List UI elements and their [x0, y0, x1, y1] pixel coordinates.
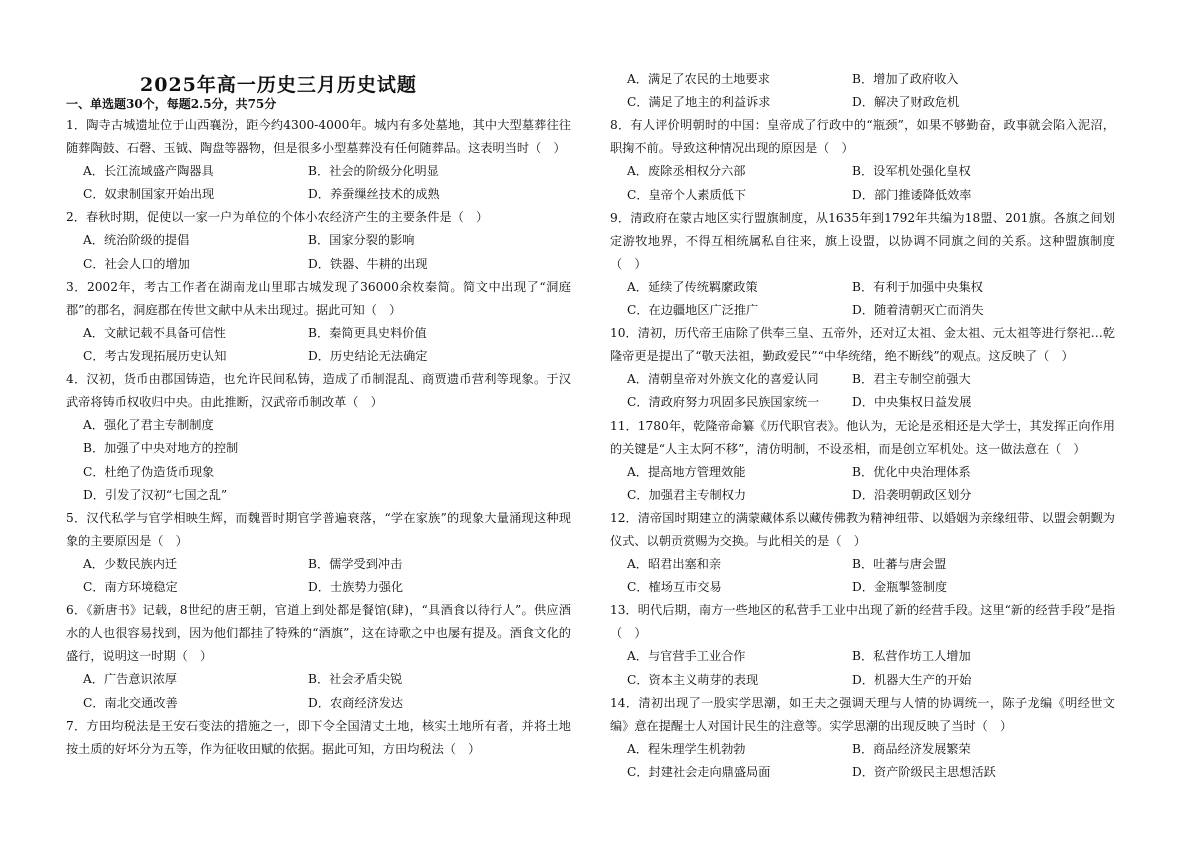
answer-option: D．历史结论无法确定 — [308, 349, 428, 364]
option-list — [610, 276, 1115, 322]
question-stem: 4．汉初，货币由郡国铸造，也允许民间私铸，造成了币制混乱、商贾遗币营利等现象。于汉武帝将铸币权收归中央。由此推断，汉武帝币制改革（ ） — [66, 372, 571, 410]
answer-option: C．社会人口的增加 — [83, 256, 190, 271]
answer-option: A．昭君出塞和亲 — [627, 557, 722, 572]
answer-option: A．程朱理学生机勃勃 — [627, 741, 746, 756]
answer-option: A．与官营手工业合作 — [627, 649, 746, 664]
answer-option: A．提高地方管理效能 — [627, 464, 746, 479]
answer-option: D．沿袭明朝政区划分 — [852, 487, 972, 502]
answer-option: C．资本主义萌芽的表现 — [627, 672, 759, 687]
answer-option: C．榷场互市交易 — [627, 580, 722, 595]
answer-option: B．商品经济发展繁荣 — [852, 741, 971, 756]
question-item — [66, 114, 571, 206]
question-item — [610, 599, 1115, 691]
answer-option: B．优化中央治理体系 — [852, 464, 971, 479]
question-stem: 11．1780年，乾隆帝命纂《历代职官表》。他认为，无论是丞相还是大学士，其发挥正向作用的关键是“人主太阿不移”，清仿明制，不设丞相，而是创立军机处。这一做法意在（ ） — [610, 418, 1115, 456]
answer-option: B．国家分裂的影响 — [308, 233, 415, 248]
answer-option: D．金瓶掣签制度 — [852, 580, 948, 595]
option-list — [66, 553, 571, 599]
section-heading: 一、单选题30个，每题2.5分，共75分 — [66, 97, 277, 111]
answer-option: C．考古发现拓展历史认知 — [83, 349, 227, 364]
answer-option: C．满足了地主的利益诉求 — [627, 95, 771, 110]
question-item — [610, 207, 1115, 322]
question-item — [66, 715, 571, 761]
question-stem: 9．清政府在蒙古地区实行盟旗制度，从1635年到1792年共编为18盟、201旗。各旗之间划定游牧地界，不得互相统属私自往来，旗上设盟，以协调不同旗之间的关系。这种盟旗制度（ ） — [610, 210, 1115, 271]
answer-option: C．皇帝个人素质低下 — [627, 187, 747, 202]
answer-option: B．秦简更具史料价值 — [308, 325, 427, 340]
option-list — [610, 68, 1115, 114]
answer-option: B．私营作坊工人增加 — [852, 649, 971, 664]
option-list — [66, 160, 571, 206]
question-stem: 2．春秋时期，促使以一家一户为单位的个体小农经济产生的主要条件是（ ） — [66, 210, 489, 225]
right-column — [610, 68, 1115, 784]
answer-option: C．封建社会走向鼎盛局面 — [627, 765, 771, 780]
answer-option: D．中央集权日益发展 — [852, 395, 972, 410]
question-stem: 13．明代后期，南方一些地区的私营手工业中出现了新的经营手段。这里“新的经营手段”是指（ ） — [610, 603, 1115, 641]
question-item — [66, 276, 571, 368]
page-title: 2025年高一历史三月历史试题 — [140, 74, 417, 96]
answer-option: D．士族势力强化 — [308, 580, 404, 595]
question-item — [610, 692, 1115, 784]
question-item — [610, 415, 1115, 507]
answer-option: D．引发了汉初“七国之乱” — [83, 487, 228, 502]
question-item — [610, 114, 1115, 206]
option-list — [610, 461, 1115, 507]
answer-option: D．机器大生产的开始 — [852, 672, 972, 687]
option-list — [66, 229, 571, 275]
answer-option: A．统治阶级的提倡 — [83, 233, 190, 248]
answer-option: D．随着清朝灭亡而消失 — [852, 303, 984, 318]
question-stem: 1．陶寺古城遗址位于山西襄汾，距今约4300-4000年。城内有多处墓地，其中大型墓葬往往随葬陶鼓、石磬、玉钺、陶盘等器物，但是很多小型墓葬没有任何随葬品。这表明当时（ ） — [66, 118, 571, 155]
question-stem: 3．2002年，考古工作者在湖南龙山里耶古城发现了36000余枚秦简。简文中出现了“洞庭郡”的郡名，洞庭郡在传世文献中从未出现过。据此可知（ ） — [66, 279, 571, 317]
question-item — [66, 507, 571, 599]
answer-option: B．设军机处强化皇权 — [852, 164, 971, 179]
answer-option: C．南方环境稳定 — [83, 580, 178, 595]
left-column — [66, 68, 571, 761]
answer-option: A．文献记载不具备可信性 — [83, 325, 226, 340]
answer-option: B．社会的阶级分化明显 — [308, 164, 439, 178]
question-item — [66, 368, 571, 507]
question-item — [610, 507, 1115, 599]
question-stem: 10．清初，历代帝王庙除了供奉三皇、五帝外，还对辽太祖、金太祖、元太祖等进行祭祀…乾隆帝更是提出了“敬天法祖，勤政爱民”“中华统绪，绝不断线”的观点。这反映了（ ） — [610, 326, 1115, 364]
answer-option: B．君主专制空前强大 — [852, 372, 971, 387]
option-list — [610, 645, 1115, 691]
question-item — [610, 68, 1115, 114]
answer-option: A．满足了农民的土地要求 — [627, 72, 770, 86]
right-question-list — [610, 68, 1115, 784]
answer-option: B．吐蕃与唐会盟 — [852, 557, 947, 572]
answer-option: A．强化了君主专制制度 — [83, 418, 214, 433]
answer-option: D．养蚕缫丝技术的成熟 — [308, 187, 440, 202]
option-list — [610, 738, 1115, 784]
answer-option: B．加强了中央对地方的控制 — [83, 441, 239, 456]
answer-option: C．加强君主专制权力 — [627, 487, 747, 502]
question-stem: 8．有人评价明朝时的中国：皇帝成了行政中的“瓶颈”，如果不够勤奋，政事就会陷入泥沼，职掬不前。导致这种情况出现的原因是（ ） — [610, 118, 1115, 156]
answer-option: C．南北交通改善 — [83, 695, 178, 710]
answer-option: D．铁器、牛耕的出现 — [308, 256, 428, 271]
option-list — [66, 322, 571, 368]
question-stem: 12．清帝国时期建立的满蒙藏体系以藏传佛教为精神纽带、以婚姻为亲缘纽带、以盟会朝觐为仪式、以朝贡赏赐为交换。与此相关的是（ ） — [610, 511, 1115, 549]
answer-option: A．长江流域盛产陶器具 — [83, 164, 214, 178]
option-list — [610, 553, 1115, 599]
answer-option: A．清朝皇帝对外族文化的喜爱认同 — [627, 372, 819, 387]
question-stem: 7．方田均税法是王安石变法的措施之一，即下令全国清丈土地，核实土地所有者，并将土地按土质的好坏分为五等，作为征收田赋的依据。据此可知，方田均税法（ ） — [66, 718, 571, 756]
option-list — [610, 160, 1115, 206]
question-item — [66, 206, 571, 275]
left-question-list — [66, 114, 571, 761]
option-list — [66, 668, 571, 714]
question-stem: 5．汉代私学与官学相映生辉，而魏晋时期官学普遍衰落，“学在家族”的现象大量涌现这种现象的主要原因是（ ） — [66, 511, 571, 549]
answer-option: B．增加了政府收入 — [852, 72, 959, 86]
answer-option: A．废除丞相权分六部 — [627, 164, 746, 179]
option-list — [610, 368, 1115, 414]
answer-option: C．清政府努力巩固多民族国家统一 — [627, 395, 820, 410]
answer-option: D．部门推诿降低效率 — [852, 187, 972, 202]
question-stem: 6．《新唐书》记载，8世纪的唐王朝，官道上到处都是餐馆(肆)，“具酒食以待行人”。供应酒水的人也很容易找到，因为他们都挂了特殊的“酒旗”，这在诗歌之中也屡有提及。酒食文化的盛行，说明这一时期（ ） — [66, 603, 571, 664]
answer-option: A．少数民族内迁 — [83, 557, 178, 572]
answer-option: D．资产阶级民主思想活跃 — [852, 765, 996, 780]
answer-option: B．有利于加强中央集权 — [852, 279, 983, 294]
answer-option: A．延续了传统羁縻政策 — [627, 279, 758, 294]
answer-option: C．杜绝了伪造货币现象 — [83, 464, 215, 479]
answer-option: C．奴隶制国家开始出现 — [83, 187, 215, 202]
answer-option: C．在边疆地区广泛推广 — [627, 303, 759, 318]
answer-option: D．农商经济发达 — [308, 695, 404, 710]
option-list — [66, 414, 571, 507]
question-item — [66, 599, 571, 714]
question-stem: 14．清初出现了一股实学思潮，如王夫之强调天理与人情的协调统一，陈子龙编《明经世文编》意在提醒士人对国计民生的注意等。实学思潮的出现反映了当时（ ） — [610, 695, 1115, 733]
answer-option: B．儒学受到冲击 — [308, 557, 403, 572]
answer-option: D．解决了财政危机 — [852, 95, 960, 110]
answer-option: B．社会矛盾尖锐 — [308, 672, 403, 687]
answer-option: A．广告意识浓厚 — [83, 672, 178, 687]
question-item — [610, 322, 1115, 414]
